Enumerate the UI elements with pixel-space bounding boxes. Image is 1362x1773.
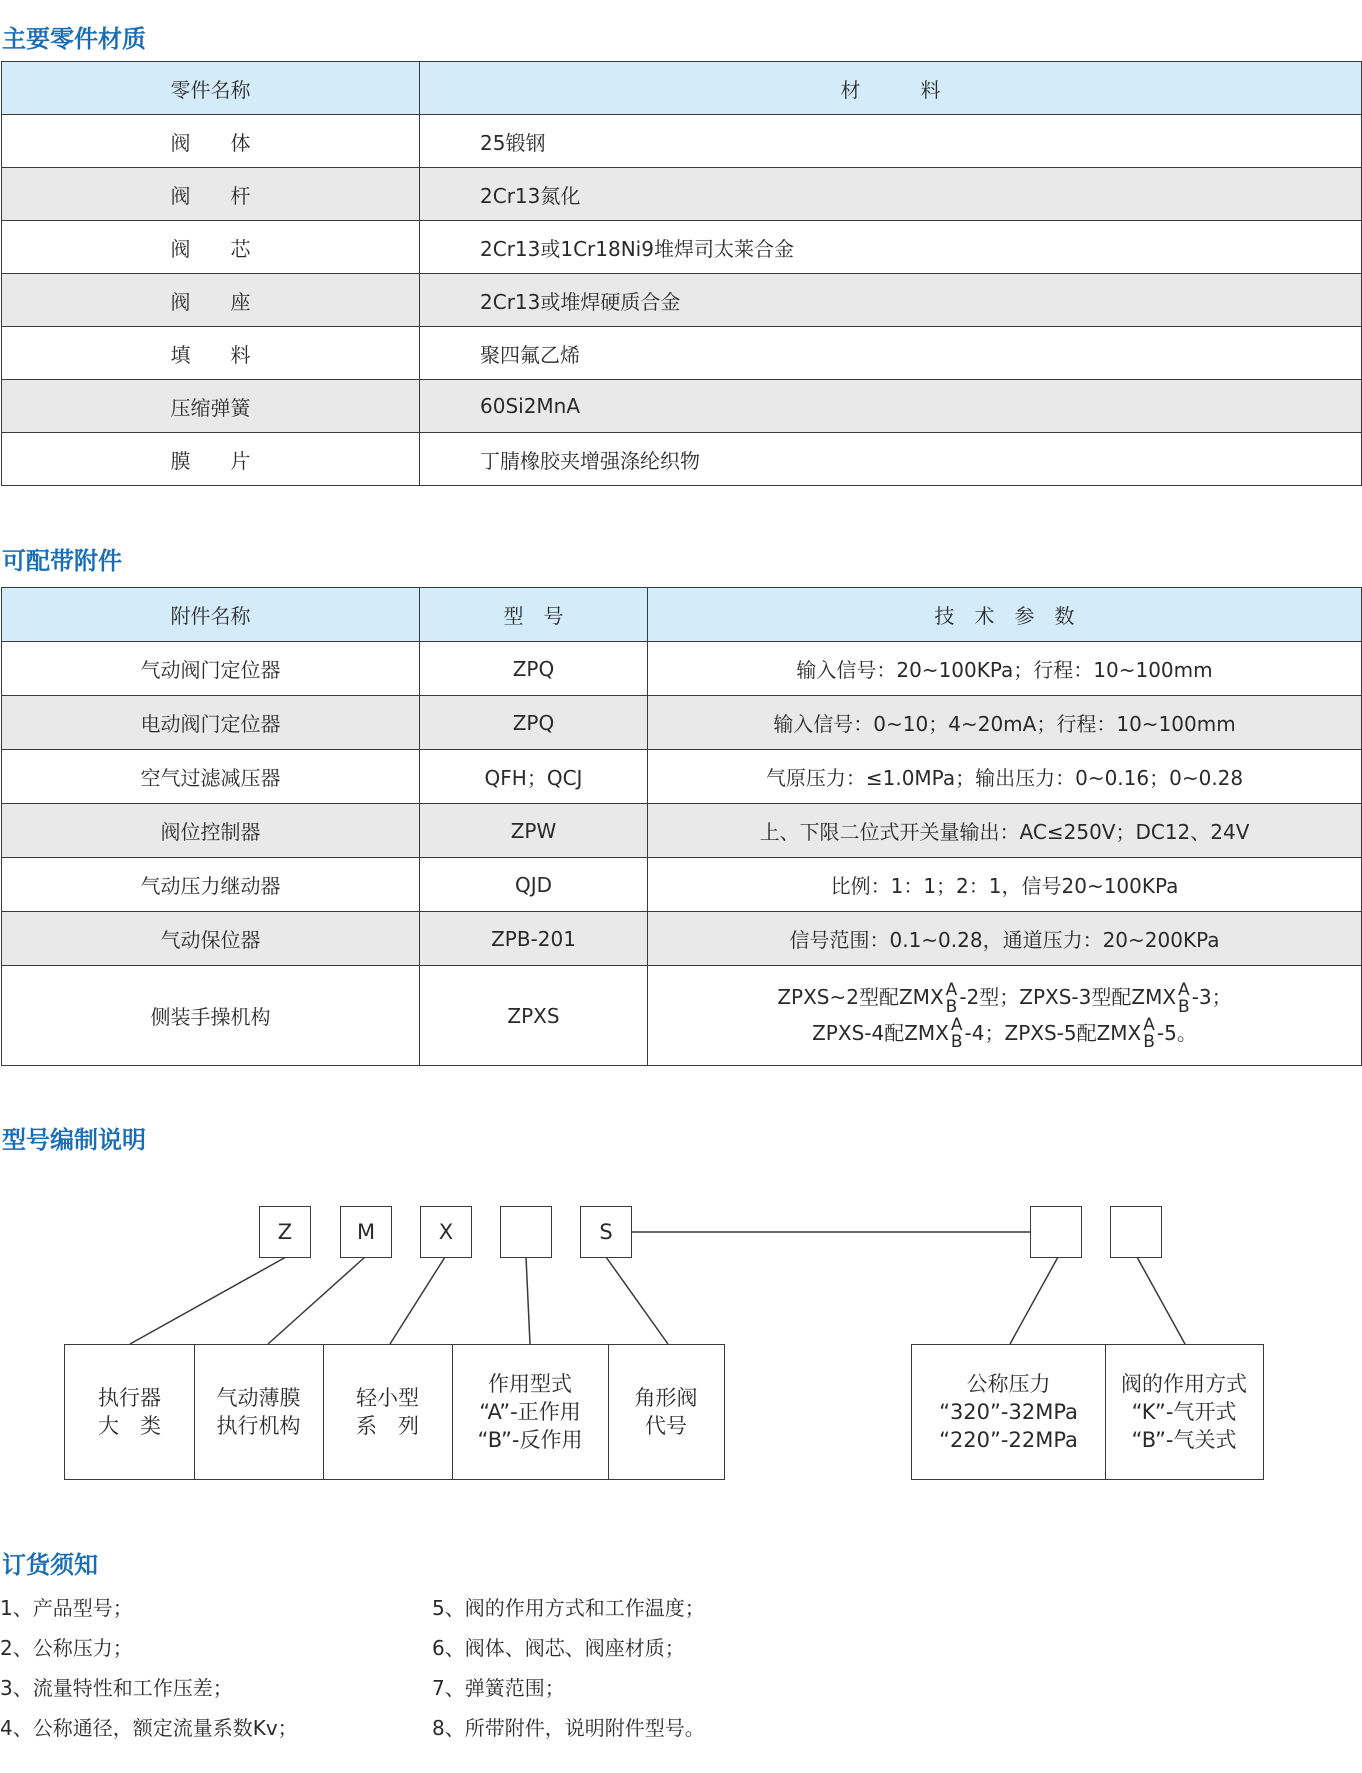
part-material: 2Cr13氮化 xyxy=(420,168,1362,221)
explain-angle-valve: 角形阀 代号 xyxy=(634,1386,698,1438)
accessory-name: 气动保位器 xyxy=(2,912,420,966)
list-item: 5、阀的作用方式和工作温度； xyxy=(432,1596,705,1620)
explanation-group-1 xyxy=(64,1344,725,1480)
code-box-blank xyxy=(500,1206,552,1258)
accessory-params: 信号范围：0.1~0.28，通道压力：20~200KPa xyxy=(648,912,1362,966)
explain-action-type: 作用型式 “A”-正作用 “B”-反作用 xyxy=(477,1372,583,1452)
accessory-model: QFH；QCJ xyxy=(420,750,648,804)
part-material: 25锻钢 xyxy=(420,115,1362,168)
accessory-params: 气原压力：≤1.0MPa；输出压力：0~0.16；0~0.28 xyxy=(648,750,1362,804)
list-item: 3、流量特性和工作压差； xyxy=(0,1676,233,1700)
explain-valve-action: 阀的作用方式 “K”-气开式 “B”-气关式 xyxy=(1121,1372,1247,1452)
section-title-order: 订货须知 xyxy=(2,1551,98,1579)
list-item: 8、所带附件，说明附件型号。 xyxy=(432,1716,705,1740)
list-item: 1、产品型号； xyxy=(0,1596,133,1620)
accessory-name: 电动阀门定位器 xyxy=(2,696,420,750)
code-box-z: Z xyxy=(259,1206,311,1258)
order-notice-right xyxy=(432,1588,705,1748)
fraction-a-b: A B xyxy=(1143,1015,1155,1052)
fraction-a-b: A B xyxy=(950,1015,963,1052)
part-material: 60Si2MnA xyxy=(420,380,1362,433)
list-item: 7、弹簧范围； xyxy=(432,1676,565,1700)
code-box-action xyxy=(1110,1206,1162,1258)
section-title-accessories: 可配带附件 xyxy=(2,547,122,575)
part-name: 填 料 xyxy=(2,327,420,380)
accessory-model: ZPQ xyxy=(420,696,648,750)
params-line-1: ZPXS~2型配ZMX A B -2型；ZPXS-3型配ZMX A B -3； xyxy=(777,979,1232,1017)
part-material: 丁腈橡胶夹增强涤纶织物 xyxy=(420,433,1362,486)
part-name: 压缩弹簧 xyxy=(2,380,420,433)
part-name: 阀 芯 xyxy=(2,221,420,274)
section-title-model: 型号编制说明 xyxy=(2,1126,146,1154)
accessory-name: 侧装手操机构 xyxy=(2,966,420,1066)
explanation-group-2 xyxy=(911,1344,1264,1480)
part-name: 阀 体 xyxy=(2,115,420,168)
accessory-params: 比例：1：1；2：1，信号20~100KPa xyxy=(648,858,1362,912)
part-name: 阀 座 xyxy=(2,274,420,327)
explain-nominal-pressure: 公称压力 “320”-32MPa “220”-22MPa xyxy=(939,1372,1078,1452)
part-material: 聚四氟乙烯 xyxy=(420,327,1362,380)
explain-pneumatic-diaphragm: 气动薄膜 执行机构 xyxy=(216,1386,301,1438)
accessory-model: ZPXS xyxy=(420,966,648,1066)
accessory-model: QJD xyxy=(420,858,648,912)
accessory-name: 气动阀门定位器 xyxy=(2,642,420,696)
part-name: 阀 杆 xyxy=(2,168,420,221)
accessory-name: 气动压力继动器 xyxy=(2,858,420,912)
order-notice-left xyxy=(0,1588,298,1748)
header-model: 型 号 xyxy=(420,588,648,642)
params-line-2: ZPXS-4配ZMX A B -4；ZPXS-5配ZMX A B -5。 xyxy=(812,1015,1197,1052)
header-part-name: 零件名称 xyxy=(2,62,420,115)
accessory-params: 输入信号：20~100KPa；行程：10~100mm xyxy=(648,642,1362,696)
accessory-model: ZPW xyxy=(420,804,648,858)
code-box-x: X xyxy=(420,1206,472,1258)
part-material: 2Cr13或1Cr18Ni9堆焊司太莱合金 xyxy=(420,221,1362,274)
header-tech-params: 技 术 参 数 xyxy=(648,588,1362,642)
part-material: 2Cr13或堆焊硬质合金 xyxy=(420,274,1362,327)
explain-executor-category: 执行器 大 类 xyxy=(98,1386,161,1438)
accessory-params: 上、下限二位式开关量输出：AC≤250V；DC12、24V xyxy=(648,804,1362,858)
header-material: 材 料 xyxy=(420,62,1362,115)
explain-light-series: 轻小型 系 列 xyxy=(356,1386,419,1438)
list-item: 4、公称通径，额定流量系数Kv； xyxy=(0,1716,298,1740)
code-box-s: S xyxy=(580,1206,632,1258)
part-name: 膜 片 xyxy=(2,433,420,486)
fraction-a-b: A B xyxy=(1178,979,1190,1017)
list-item: 6、阀体、阀芯、阀座材质； xyxy=(432,1636,685,1660)
header-accessory-name: 附件名称 xyxy=(2,588,420,642)
section-title-parts: 主要零件材质 xyxy=(2,25,146,53)
accessory-model: ZPB-201 xyxy=(420,912,648,966)
fraction-a-b: A B xyxy=(945,979,958,1017)
accessory-name: 空气过滤减压器 xyxy=(2,750,420,804)
accessory-name: 阀位控制器 xyxy=(2,804,420,858)
code-box-m: M xyxy=(340,1206,392,1258)
accessory-model: ZPQ xyxy=(420,642,648,696)
code-box-pressure xyxy=(1030,1206,1082,1258)
accessory-params: 输入信号：0~10；4~20mA；行程：10~100mm xyxy=(648,696,1362,750)
list-item: 2、公称压力； xyxy=(0,1636,133,1660)
